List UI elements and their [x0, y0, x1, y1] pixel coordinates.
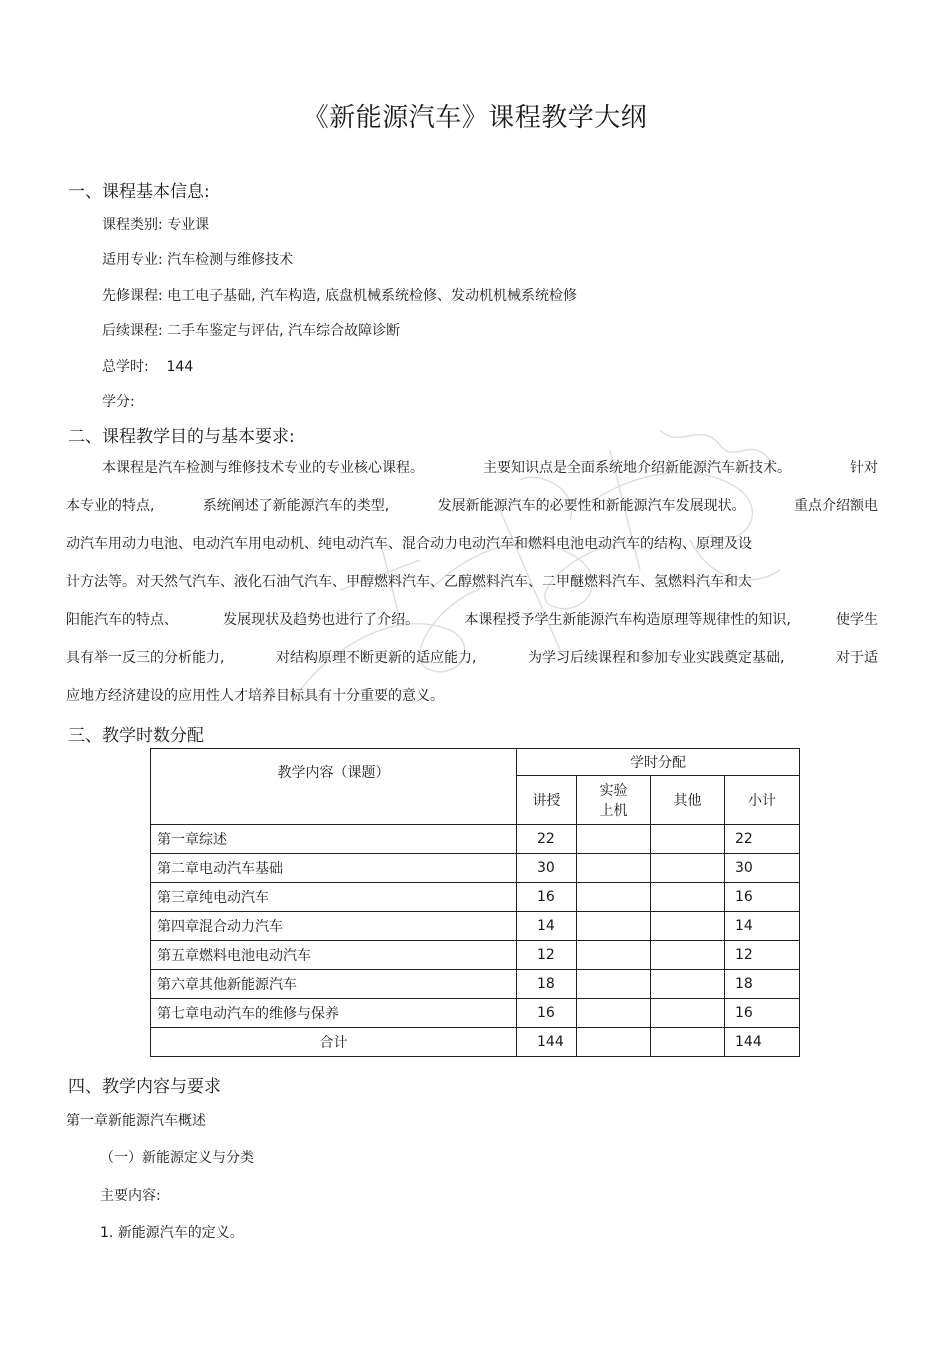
row-subtotal-hours: 16 — [725, 999, 800, 1028]
text-segment: 发展现状及趋势也进行了介绍。 — [223, 612, 420, 628]
row-lecture-hours: 18 — [517, 970, 577, 999]
content-item: 1. 新能源汽车的定义。 — [100, 1225, 244, 1241]
text-segment: 应地方经济建设的应用性人才培养目标具有十分重要的意义。 — [66, 688, 444, 704]
header-lab-line1: 实验 — [599, 783, 628, 799]
row-lecture-hours: 12 — [517, 941, 577, 970]
section2-heading: 二、课程教学目的与基本要求: — [68, 427, 295, 447]
row-other-hours — [651, 970, 725, 999]
row-chapter-name: 第三章纯电动汽车 — [151, 883, 517, 912]
header-other: 其他 — [651, 776, 725, 825]
row-other-hours — [651, 941, 725, 970]
watermark-image — [280, 390, 800, 720]
text-segment: 对结构原理不断更新的适应能力, — [276, 650, 477, 666]
row-subtotal-hours: 22 — [725, 825, 800, 854]
row-lab-hours — [577, 825, 651, 854]
table-header-row — [151, 749, 800, 776]
hours-allocation-table — [150, 748, 800, 1057]
row-other-hours — [651, 883, 725, 912]
text-segment: 针对 — [850, 460, 878, 476]
row-lab-hours — [577, 970, 651, 999]
table-row — [151, 912, 800, 941]
row-lab-hours — [577, 854, 651, 883]
total-other — [651, 1028, 725, 1057]
header-lab — [577, 776, 651, 825]
text-segment: 本专业的特点, — [66, 498, 155, 514]
row-other-hours — [651, 825, 725, 854]
text-segment: 阳能汽车的特点、 — [66, 612, 178, 628]
text-segment: 对于适 — [836, 650, 878, 666]
row-lecture-hours: 14 — [517, 912, 577, 941]
text-segment: 发展新能源汽车的必要性和新能源汽车发展现状。 — [437, 498, 746, 514]
info-prerequisites: 先修课程: 电工电子基础, 汽车构造, 底盘机械系统检修、发动机机械系统检修 — [102, 288, 577, 304]
header-content: 教学内容（课题） — [151, 749, 517, 825]
row-lecture-hours: 22 — [517, 825, 577, 854]
row-other-hours — [651, 854, 725, 883]
row-chapter-name: 第七章电动汽车的维修与保养 — [151, 999, 517, 1028]
table-total-row — [151, 1028, 800, 1057]
row-subtotal-hours: 30 — [725, 854, 800, 883]
row-lecture-hours: 16 — [517, 999, 577, 1028]
total-lecture: 144 — [517, 1028, 577, 1057]
text-segment: 为学习后续课程和参加专业实践奠定基础, — [528, 650, 785, 666]
table-row — [151, 999, 800, 1028]
text-segment: 动汽车用动力电池、电动汽车用电动机、纯电动汽车、混合动力电动汽车和燃料电池电动汽车的结构、原理及设 — [66, 536, 752, 552]
header-lab-line2: 上机 — [599, 803, 628, 819]
row-lecture-hours: 30 — [517, 854, 577, 883]
row-lab-hours — [577, 912, 651, 941]
row-lab-hours — [577, 883, 651, 912]
row-subtotal-hours: 16 — [725, 883, 800, 912]
row-subtotal-hours: 12 — [725, 941, 800, 970]
text-segment: 主要知识点是全面系统地介绍新能源汽车新技术。 — [483, 460, 791, 476]
text-segment: 本课程是汽车检测与维修技术专业的专业核心课程。 — [102, 460, 424, 476]
document-title: 《新能源汽车》课程教学大纲 — [302, 103, 648, 133]
section1-heading: 一、课程基本信息: — [68, 182, 210, 202]
table-row — [151, 941, 800, 970]
section4-heading: 四、教学内容与要求 — [68, 1077, 221, 1097]
info-major: 适用专业: 汽车检测与维修技术 — [102, 252, 294, 268]
row-lab-hours — [577, 999, 651, 1028]
table-row — [151, 883, 800, 912]
table-row — [151, 825, 800, 854]
row-chapter-name: 第四章混合动力汽车 — [151, 912, 517, 941]
row-subtotal-hours: 18 — [725, 970, 800, 999]
main-content-label: 主要内容: — [100, 1188, 161, 1204]
row-lecture-hours: 16 — [517, 883, 577, 912]
table-row — [151, 970, 800, 999]
info-credits: 学分: — [102, 394, 135, 410]
row-subtotal-hours: 14 — [725, 912, 800, 941]
row-other-hours — [651, 999, 725, 1028]
row-lab-hours — [577, 941, 651, 970]
text-segment: 本课程授予学生新能源汽车构造原理等规律性的知识, — [464, 612, 791, 628]
header-subtotal: 小计 — [725, 776, 800, 825]
text-segment: 具有举一反三的分析能力, — [66, 650, 225, 666]
table-row — [151, 854, 800, 883]
text-segment: 使学生 — [835, 612, 878, 628]
subsection-title: （一）新能源定义与分类 — [100, 1150, 254, 1166]
row-chapter-name: 第六章其他新能源汽车 — [151, 970, 517, 999]
header-hours-group: 学时分配 — [517, 749, 800, 776]
total-label: 合计 — [151, 1028, 517, 1057]
row-chapter-name: 第五章燃料电池电动汽车 — [151, 941, 517, 970]
row-chapter-name: 第一章综述 — [151, 825, 517, 854]
info-course-category: 课程类别: 专业课 — [102, 217, 210, 233]
section3-heading: 三、教学时数分配 — [68, 726, 204, 746]
info-followup: 后续课程: 二手车鉴定与评估, 汽车综合故障诊断 — [102, 323, 401, 339]
header-lecture: 讲授 — [517, 776, 577, 825]
info-total-hours: 总学时: 144 — [102, 359, 194, 375]
row-other-hours — [651, 912, 725, 941]
total-lab — [577, 1028, 651, 1057]
text-segment: 重点介绍额电 — [793, 498, 878, 514]
chapter-title: 第一章新能源汽车概述 — [66, 1113, 206, 1129]
total-subtotal: 144 — [725, 1028, 800, 1057]
row-chapter-name: 第二章电动汽车基础 — [151, 854, 517, 883]
text-segment: 计方法等。对天然气汽车、液化石油气汽车、甲醇燃料汽车、乙醇燃料汽车、二甲醚燃料汽车、氢燃料汽车和太 — [66, 574, 752, 590]
text-segment: 系统阐述了新能源汽车的类型, — [202, 498, 390, 514]
